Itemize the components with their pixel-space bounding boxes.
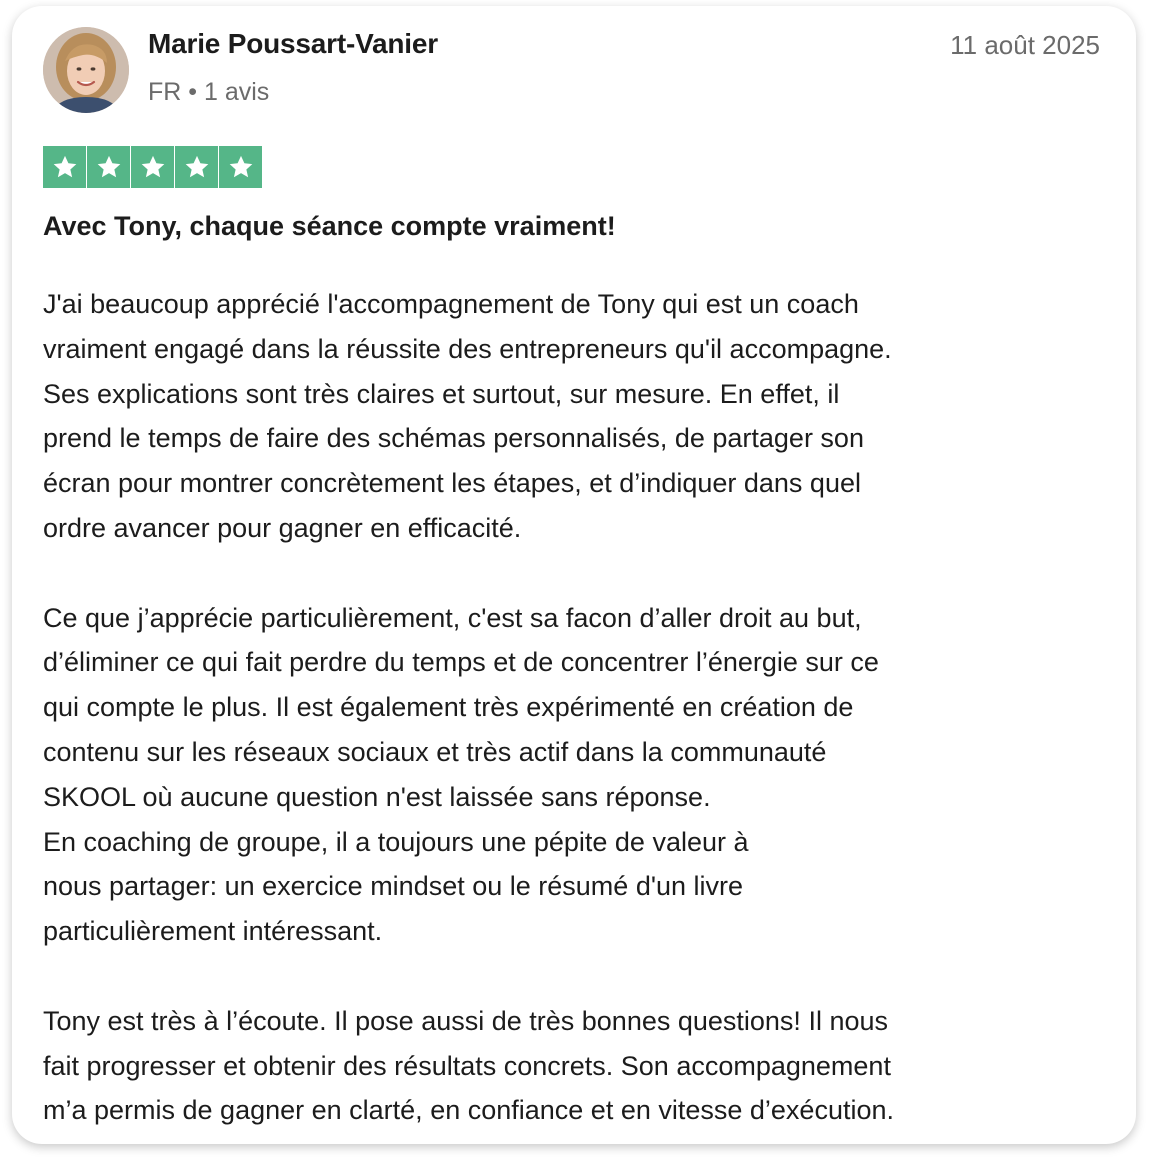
review-text-line: contenu sur les réseaux sociaux et très actif dans la communauté: [43, 736, 827, 767]
review-body: [43, 282, 1118, 1133]
review-text-line: prend le temps de faire des schémas personnalisés, de partager son: [43, 423, 864, 454]
paragraph-gap: [43, 954, 1118, 999]
review-text-line: d’éliminer ce qui fait perdre du temps et de concentrer l’énergie sur ce: [43, 647, 879, 678]
review-title: Avec Tony, chaque séance compte vraiment!: [43, 211, 616, 241]
star-icon: [218, 146, 262, 188]
author-name[interactable]: Marie Poussart-Vanier: [148, 28, 438, 59]
star-icon: [86, 146, 130, 188]
review-text-line: qui compte le plus. Il est également très expérimenté en création de: [43, 692, 854, 723]
review-text-line: Tony est très à l’écoute. Il pose aussi de très bonnes questions! Il nous: [43, 1005, 888, 1036]
avatar[interactable]: [43, 27, 129, 113]
paragraph-gap: [43, 551, 1118, 596]
star-icon: [130, 146, 174, 188]
author-meta: FR • 1 avis: [148, 78, 270, 106]
review-text-line: particulièrement intéressant.: [43, 916, 383, 947]
star-icon: [43, 146, 86, 188]
star-rating: [43, 146, 262, 188]
review-text-line: m’a permis de gagner en clarté, en confiance et en vitesse d’exécution.: [43, 1095, 894, 1126]
review-text-line: fait progresser et obtenir des résultats concrets. Son accompagnement: [43, 1050, 891, 1081]
review-text-line: En coaching de groupe, il a toujours une pépite de valeur à: [43, 826, 749, 857]
review-text-line: SKOOL où aucune question n'est laissée sans réponse.: [43, 781, 711, 812]
review-card: [12, 6, 1136, 1144]
review-text-line: Ce que j’apprécie particulièrement, c'est sa facon d’aller droit au but,: [43, 602, 862, 633]
review-text-line: nous partager: un exercice mindset ou le résumé d'un livre: [43, 871, 744, 902]
star-icon: [174, 146, 218, 188]
review-text-line: écran pour montrer concrètement les étapes, et d’indiquer dans quel: [43, 468, 861, 499]
review-text-line: ordre avancer pour gagner en efficacité.: [43, 512, 522, 543]
review-text-line: vraiment engagé dans la réussite des entrepreneurs qu'il accompagne.: [43, 333, 892, 364]
review-text-line: Ses explications sont très claires et surtout, sur mesure. En effet, il: [43, 378, 840, 409]
review-text-line: J'ai beaucoup apprécié l'accompagnement de Tony qui est un coach: [43, 289, 859, 319]
review-date: 11 août 2025: [950, 30, 1100, 60]
